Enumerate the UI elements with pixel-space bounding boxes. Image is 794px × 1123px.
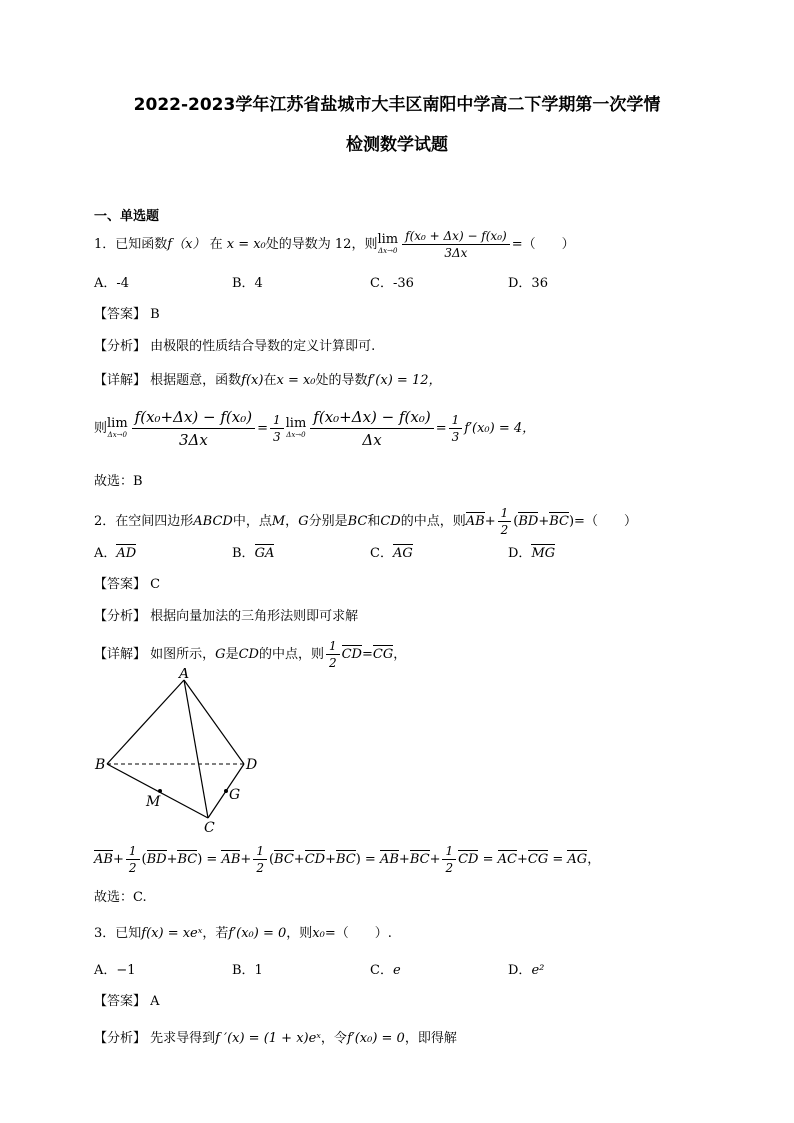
q3-stem-d: =（ ）. bbox=[324, 926, 392, 941]
q1-analysis-text: 由极限的性质结合导数的定义计算即可. bbox=[150, 339, 376, 354]
q3-analysis-expr2: f′(x₀) = 0 bbox=[346, 1031, 405, 1046]
q1-option-d: D．36 bbox=[508, 276, 548, 291]
q2-detail-end: ， bbox=[393, 647, 407, 662]
q2-option-a-letter: A． bbox=[94, 546, 117, 561]
q3-answer bbox=[94, 990, 160, 1009]
q2-detail-eq: = bbox=[361, 647, 373, 662]
point-m bbox=[158, 789, 162, 793]
q1-detail-cond: x = x₀ bbox=[276, 373, 316, 388]
q2-cd: CD bbox=[380, 514, 401, 529]
q2-vec-bd: BD bbox=[518, 514, 539, 529]
q3-analysis-b: ，令 bbox=[320, 1031, 347, 1046]
answer-tag: 【答案】 bbox=[94, 307, 147, 322]
q3-stem bbox=[94, 922, 392, 941]
q1-derivation-then: 则 bbox=[94, 421, 108, 436]
q2-option-d bbox=[508, 542, 555, 561]
q2-stem-e: 和 bbox=[367, 514, 381, 529]
q2-option-d-letter: D． bbox=[508, 546, 532, 561]
q1-big-den: 3Δx bbox=[178, 431, 208, 449]
chain-half-3-d: 2 bbox=[445, 861, 454, 875]
q1-three: 3 bbox=[273, 430, 281, 444]
q1-fx: f（x） bbox=[167, 237, 206, 252]
edge-ab bbox=[107, 680, 184, 764]
label-g: G bbox=[229, 787, 241, 803]
q2-detail-b: 是 bbox=[225, 647, 239, 662]
chain-vec-6: CD bbox=[304, 852, 326, 867]
q1-fraction bbox=[402, 228, 510, 261]
q2-stem-c: ， bbox=[285, 514, 299, 529]
q1-stem-b: 在 bbox=[209, 237, 223, 252]
q1-cond: x = x₀ bbox=[226, 237, 266, 252]
q1-three-2: 3 bbox=[451, 430, 460, 444]
q3-option-a: A．−1 bbox=[94, 963, 136, 978]
chain-vec-3: BC bbox=[177, 852, 198, 867]
q2-detail-vec-cd: CD bbox=[341, 647, 362, 662]
detail-tag-2: 【详解】 bbox=[94, 647, 147, 662]
analysis-tag: 【分析】 bbox=[94, 339, 147, 354]
q3-analysis-c: ，即得解 bbox=[404, 1031, 457, 1046]
q1-stem-a: 1．已知函数 bbox=[94, 237, 168, 252]
q3-stem-c: ，则 bbox=[286, 926, 313, 941]
q1-frac-num: f(x₀ + Δx) − f(x₀) bbox=[402, 228, 510, 245]
q1-option-a: A．-4 bbox=[94, 276, 130, 291]
q1-stem-c: 处的导数为 12，则 bbox=[265, 237, 378, 252]
chain-vec-11: AC bbox=[497, 852, 517, 867]
q2-detail-g: G bbox=[215, 647, 226, 662]
q1-lim-sub-3: Δx→0 bbox=[286, 431, 306, 439]
q2-detail-cd: CD bbox=[238, 647, 259, 662]
q3-fp: f′(x₀) = 0 bbox=[228, 926, 287, 941]
q1-lim bbox=[377, 233, 398, 256]
q3-x0: x₀ bbox=[312, 926, 325, 941]
q2-stem-a: 2．在空间四边形 bbox=[94, 514, 194, 529]
q1-one-2: 1 bbox=[449, 412, 463, 429]
q1-big-fraction-2 bbox=[310, 406, 433, 451]
q2-detail-c: 的中点，则 bbox=[258, 647, 324, 662]
q1-option-b: B．4 bbox=[232, 276, 263, 291]
q2-detail bbox=[94, 638, 406, 671]
section-heading: 一、单选题 bbox=[94, 209, 160, 224]
q2-option-a-vec: AD bbox=[116, 546, 137, 561]
chain-vec-10: CD bbox=[458, 852, 479, 867]
q2-vec-ab: AB bbox=[465, 514, 485, 529]
q3-option-c-letter: C． bbox=[370, 963, 393, 978]
doc-title-line1: 2022-2023学年江苏省盐城市大丰区南阳中学高二下学期第一次学情 bbox=[133, 95, 661, 115]
q1-conclusion: 故选：B bbox=[94, 474, 143, 489]
q2-analysis-text: 根据向量加法的三角形法则即可求解 bbox=[150, 609, 359, 624]
q3-option-b: B．1 bbox=[232, 963, 263, 978]
detail-tag: 【详解】 bbox=[94, 373, 147, 388]
q2-option-c-vec: AG bbox=[392, 546, 413, 561]
q1-detail-d: f′(x) = 12， bbox=[367, 373, 442, 388]
chain-half-1-n: 1 bbox=[126, 843, 140, 860]
answer-tag-3: 【答案】 bbox=[94, 994, 147, 1009]
q1-detail-c: 处的导数 bbox=[315, 373, 368, 388]
q1-lim-sub-2: Δx→0 bbox=[107, 431, 127, 439]
q3-analysis-a: 先求导得到 bbox=[150, 1031, 216, 1046]
q1-one: 1 bbox=[270, 412, 284, 429]
q1-big-num: f(x₀+Δx) − f(x₀) bbox=[132, 406, 255, 429]
q1-detail-a: 根据题意，函数 bbox=[150, 373, 242, 388]
q3-option-d-val: e² bbox=[531, 963, 545, 978]
q2-m: M bbox=[271, 514, 286, 529]
edge-ad bbox=[184, 680, 244, 764]
q2-detail-half-n: 1 bbox=[326, 638, 340, 655]
q2-bc: BC bbox=[347, 514, 368, 529]
q2-stem-b: 中，点 bbox=[232, 514, 272, 529]
chain-vec-9: BC bbox=[409, 852, 430, 867]
q2-option-a bbox=[94, 542, 136, 561]
q2-option-b bbox=[232, 542, 274, 561]
chain-half-2-n: 1 bbox=[253, 843, 267, 860]
tetrahedron-figure bbox=[90, 668, 270, 836]
analysis-tag-3: 【分析】 bbox=[94, 1031, 147, 1046]
q2-option-b-letter: B． bbox=[232, 546, 255, 561]
q3-option-c-val: e bbox=[392, 963, 401, 978]
q1-option-c: C．-36 bbox=[370, 276, 414, 291]
chain-half-2 bbox=[253, 843, 267, 876]
q1-answer bbox=[94, 303, 160, 322]
q2-stem-f: 的中点，则 bbox=[400, 514, 466, 529]
label-d: D bbox=[246, 757, 258, 773]
q2-option-c-letter: C． bbox=[370, 546, 393, 561]
q2-conclusion: 故选：C. bbox=[94, 890, 147, 905]
chain-half-2-d: 2 bbox=[256, 861, 264, 875]
q1-lim-top-2: lim bbox=[107, 416, 128, 431]
q1-analysis bbox=[94, 335, 375, 354]
q2-detail-vec-cg: CG bbox=[372, 647, 394, 662]
q3-analysis bbox=[94, 1027, 457, 1046]
chain-vec-12: CG bbox=[527, 852, 549, 867]
q1-lim-2 bbox=[107, 417, 128, 440]
chain-vec-7: BC bbox=[335, 852, 356, 867]
q1-one-third bbox=[270, 412, 284, 445]
label-a: A bbox=[179, 668, 190, 682]
q1-big-den-2: Δx bbox=[362, 431, 382, 449]
q1-derivation bbox=[94, 406, 535, 451]
q1-detail-b: 在 bbox=[263, 373, 277, 388]
chain-half-3 bbox=[442, 843, 456, 876]
edge-ac bbox=[184, 680, 208, 818]
q1-lim-sub: Δx→0 bbox=[378, 247, 398, 255]
q2-option-d-vec: MG bbox=[531, 546, 556, 561]
q3-option-c bbox=[370, 959, 401, 978]
chain-vec-13: AG bbox=[567, 852, 588, 867]
chain-vec-2: BD bbox=[146, 852, 167, 867]
doc-title-line2: 检测数学试题 bbox=[346, 135, 448, 155]
point-g bbox=[224, 789, 228, 793]
q2-detail-half bbox=[326, 638, 340, 671]
q1-frac-den: 3Δx bbox=[444, 246, 468, 260]
q2-answer-value: C bbox=[150, 577, 161, 592]
q3-option-d bbox=[508, 959, 544, 978]
q3-option-d-letter: D． bbox=[508, 963, 532, 978]
q1-answer-value: B bbox=[150, 307, 160, 322]
chain-half-1 bbox=[126, 843, 140, 876]
q3-stem-a: 3．已知 bbox=[94, 926, 142, 941]
q3-stem-b: ，若 bbox=[202, 926, 229, 941]
chain-half-1-d: 2 bbox=[128, 861, 137, 875]
q2-vec-bc: BC bbox=[549, 514, 569, 529]
chain-half-3-n: 1 bbox=[442, 843, 456, 860]
chain-vec-1: AB bbox=[94, 852, 113, 867]
q3-fx: f(x) = xeˣ bbox=[141, 926, 203, 941]
q1-detail bbox=[94, 369, 442, 388]
q2-stem: 2．在空间四边形ABCD中，点M，G分别是BC和CD的中点，则AB+ $\frac{1}{2}$ (BD+BC)=（ ） bbox=[94, 506, 637, 537]
q1-lim-top: lim bbox=[377, 232, 399, 247]
q2-abcd: ABCD bbox=[193, 514, 233, 529]
q1-big-fraction bbox=[132, 406, 255, 451]
q1-eq-tail: f′(x₀) = 4， bbox=[464, 421, 536, 436]
q1-lim-3 bbox=[286, 417, 307, 440]
chain-vec-4: AB bbox=[221, 852, 241, 867]
q2-stem-g: =（ ） bbox=[574, 514, 637, 529]
q2-option-b-vec: GA bbox=[254, 546, 275, 561]
q1-lim-top-3: lim bbox=[285, 416, 307, 431]
chain-vec-5: BC bbox=[274, 852, 294, 867]
label-m: M bbox=[146, 794, 161, 810]
q2-g: G bbox=[298, 514, 309, 529]
q2-analysis bbox=[94, 605, 358, 624]
q2-half-n: 1 bbox=[498, 505, 512, 522]
q2-plus-2: + bbox=[538, 514, 550, 529]
q1-stem-d: =（ ） bbox=[511, 237, 575, 252]
chain-vec-8: AB bbox=[379, 852, 399, 867]
q2-detail-a: 如图所示， bbox=[150, 647, 216, 662]
q2-stem-d: 分别是 bbox=[308, 514, 348, 529]
q2-half bbox=[498, 505, 512, 538]
q2-half-d: 2 bbox=[500, 523, 509, 537]
q1-detail-fx: f(x) bbox=[241, 373, 264, 388]
q2-answer bbox=[94, 573, 160, 592]
label-b: B bbox=[95, 757, 106, 773]
q1-one-third-2 bbox=[449, 412, 463, 445]
answer-tag-2: 【答案】 bbox=[94, 577, 147, 592]
q3-analysis-expr: f ′(x) = (1 + x)eˣ bbox=[215, 1031, 321, 1046]
q1-eq-sign-2: = bbox=[435, 421, 447, 436]
q1-stem bbox=[94, 228, 575, 261]
q2-detail-half-d: 2 bbox=[328, 656, 337, 670]
q2-option-c bbox=[370, 542, 413, 561]
q1-eq-sign: = bbox=[257, 421, 268, 436]
label-c: C bbox=[204, 820, 215, 836]
q2-vector-chain: AB+ $\frac{1}{2}$ (BD+BC) = AB+ $\frac{1}{2}$ (BC+CD+BC) = AB+BC+ $\frac{1}{2}$ CD = AC+CG = AG， bbox=[94, 844, 601, 875]
analysis-tag-2: 【分析】 bbox=[94, 609, 147, 624]
q2-plus: + bbox=[484, 514, 496, 529]
q1-big-num-2: f(x₀+Δx) − f(x₀) bbox=[310, 406, 433, 429]
q3-answer-value: A bbox=[150, 994, 160, 1009]
